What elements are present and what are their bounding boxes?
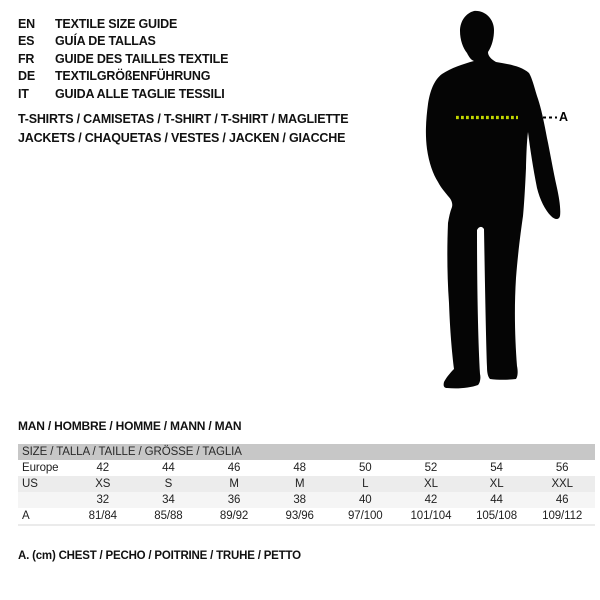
size-cell: M — [229, 478, 239, 490]
size-cell: 54 — [490, 462, 503, 474]
language-code: DE — [18, 69, 35, 84]
size-cell: XS — [95, 478, 111, 490]
language-text: GUÍA DE TALLAS — [55, 34, 156, 49]
language-row — [18, 33, 228, 50]
language-text: GUIDA ALLE TAGLIE TESSILI — [55, 86, 225, 101]
language-code: FR — [18, 51, 35, 66]
man-silhouette-figure — [390, 0, 600, 400]
table-row-us — [18, 476, 595, 492]
size-cell: 34 — [162, 494, 175, 506]
row-label: A — [22, 510, 30, 522]
size-cell: 101/104 — [410, 510, 452, 522]
man-silhouette-path — [426, 11, 560, 388]
language-code: ES — [18, 34, 35, 49]
size-cell: 50 — [359, 462, 372, 474]
size-table — [18, 444, 595, 526]
row-label: Europe — [22, 462, 59, 474]
size-cell: S — [164, 478, 173, 490]
size-cell: XXL — [551, 478, 573, 490]
size-cell: 89/92 — [219, 510, 249, 522]
category-line-jackets: JACKETS / CHAQUETAS / VESTES / JACKEN / GIACCHE — [18, 130, 346, 145]
table-row-europe — [18, 460, 595, 476]
table-row-chest-a — [18, 508, 595, 526]
size-cell: XL — [489, 478, 504, 490]
measure-label-a: A — [559, 110, 569, 124]
language-text: GUIDE DES TAILLES TEXTILE — [55, 51, 229, 66]
size-cell: 97/100 — [348, 510, 383, 522]
size-cell: 32 — [96, 494, 110, 506]
man-silhouette — [390, 0, 600, 400]
size-cell: 93/96 — [285, 510, 314, 522]
size-cell: XL — [424, 478, 438, 490]
row-label — [18, 492, 70, 508]
size-cell: 46 — [227, 462, 241, 474]
size-cell: 46 — [555, 494, 569, 506]
size-cell: 56 — [555, 462, 569, 474]
row-label: US — [22, 478, 38, 490]
size-cell: 85/88 — [154, 510, 183, 522]
size-table-header: SIZE / TALLA / TAILLE / GRÖSSE / TAGLIA — [18, 444, 595, 460]
language-code: IT — [18, 86, 29, 101]
language-row — [18, 51, 228, 68]
language-row — [18, 68, 228, 85]
size-cell: 36 — [227, 494, 241, 506]
size-cell: 52 — [424, 462, 438, 474]
size-cell: 42 — [424, 494, 438, 506]
size-cell: L — [362, 478, 369, 490]
size-cell: M — [294, 478, 305, 490]
size-cell: 44 — [162, 462, 175, 474]
size-cell: 48 — [293, 462, 306, 474]
language-text: TEXTILGRÖßENFÜHRUNG — [55, 69, 211, 84]
garment-categories — [18, 110, 348, 147]
size-cell: 109/112 — [542, 510, 583, 522]
section-title-man: MAN / HOMBRE / HOMME / MANN / MAN — [18, 419, 242, 433]
language-row — [18, 16, 228, 33]
measurement-footnote: A. (cm) CHEST / PECHO / POITRINE / TRUHE / PETTO — [18, 550, 301, 562]
language-code: EN — [18, 17, 35, 31]
size-cell: 38 — [293, 494, 306, 506]
size-cell: 44 — [490, 494, 503, 506]
language-row — [18, 86, 228, 103]
size-cell: 42 — [96, 462, 110, 474]
size-cell: 81/84 — [88, 510, 117, 522]
size-cell: 40 — [359, 494, 372, 506]
language-list — [18, 16, 228, 103]
table-row-unlabeled — [18, 492, 595, 508]
size-cell: 105/108 — [476, 510, 517, 522]
category-line-tshirts: T-SHIRTS / CAMISETAS / T-SHIRT / T-SHIRT / MAGLIETTE — [18, 112, 349, 126]
language-text: TEXTILE SIZE GUIDE — [55, 17, 178, 31]
